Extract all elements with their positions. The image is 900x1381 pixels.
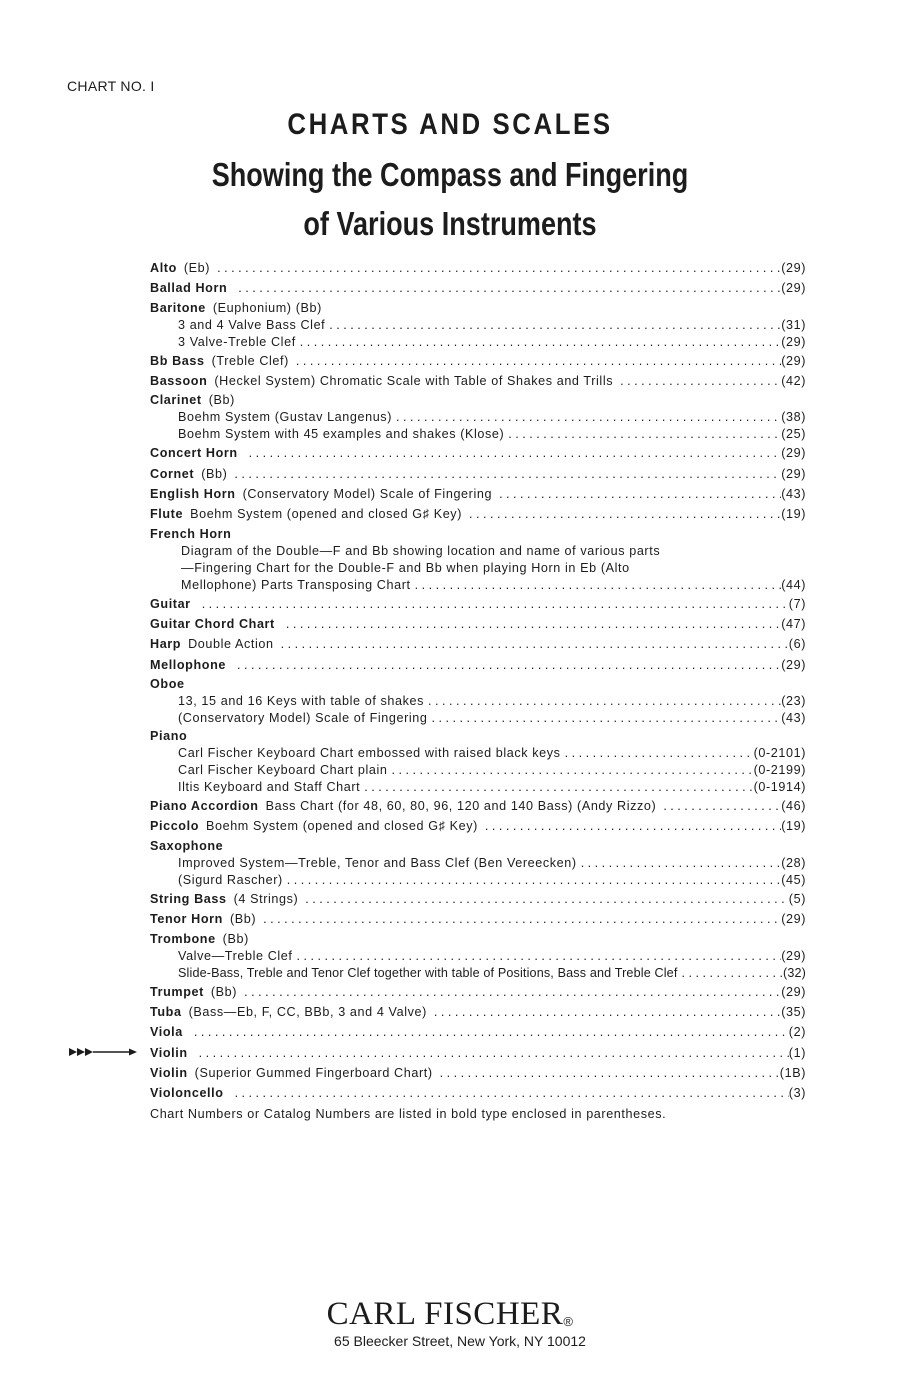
dot-leader — [424, 693, 781, 710]
chart-number: (38) — [781, 410, 806, 425]
index-entry-violin-gummed — [150, 1063, 806, 1083]
chart-number: (35) — [781, 1004, 806, 1019]
subentry-text: Mellophone) Parts Transposing Chart — [181, 577, 411, 592]
dot-leader — [495, 484, 781, 504]
chart-number: (7) — [788, 596, 806, 611]
instrument-name: Alto — [150, 261, 177, 275]
dot-leader — [392, 409, 781, 426]
dot-leader — [277, 634, 789, 654]
index-subentry — [150, 693, 806, 710]
chart-number: (29) — [781, 353, 806, 368]
subentry-text: Valve—Treble Clef — [178, 948, 293, 963]
index-subentry-wrapped-line — [150, 560, 806, 577]
index-subentry — [150, 710, 806, 727]
dot-leader — [659, 796, 781, 816]
index-entry-trombone — [150, 930, 806, 948]
index-entry-concert-horn — [150, 443, 806, 463]
instrument-name: Bb Bass — [150, 353, 205, 368]
dot-leader — [616, 371, 781, 391]
index-entry-clarinet — [150, 391, 806, 409]
index-entry-bb-bass — [150, 351, 806, 371]
instrument-name: Piano Accordion — [150, 799, 259, 814]
chart-number: (29) — [781, 657, 806, 672]
index-entry-french-horn — [150, 525, 806, 543]
index-subentry — [150, 426, 806, 443]
dot-leader — [388, 762, 754, 779]
instrument-name: Violin — [150, 1045, 188, 1060]
chart-number: (23) — [781, 694, 806, 709]
chart-number: (29) — [781, 948, 806, 963]
index-entry-flute — [150, 504, 806, 524]
dot-leader — [360, 779, 753, 796]
index-entry-piano-accordion — [150, 796, 806, 816]
dot-leader — [190, 1022, 789, 1042]
dot-leader — [198, 594, 789, 614]
chart-number: (42) — [781, 374, 806, 389]
chart-number: (29) — [781, 466, 806, 481]
subentry-text: (Conservatory Model) Scale of Fingering — [178, 711, 428, 726]
chart-number: (44) — [781, 577, 806, 592]
instrument-name: Violin — [150, 1065, 188, 1080]
chart-number: (1) — [788, 1045, 806, 1060]
dot-leader — [293, 948, 782, 965]
dot-leader — [436, 1063, 780, 1083]
subentry-text: Carl Fischer Keyboard Chart plain — [178, 763, 388, 778]
instrument-description: (Eb) — [183, 261, 211, 275]
subentry-text: Slide-Bass, Treble and Tenor Clef together with table of Positions, Bass and Treble Clef — [178, 965, 678, 980]
instrument-name: Viola — [150, 1025, 183, 1040]
subentry-text: Iltis Keyboard and Staff Chart — [178, 780, 361, 795]
index-subentry — [150, 948, 806, 965]
dot-leader — [234, 278, 781, 298]
index-entry-harp — [150, 634, 806, 654]
index-entry-bassoon — [150, 371, 806, 391]
instrument-description: (Bb) — [222, 931, 249, 946]
dot-leader — [292, 351, 781, 371]
instrument-name: French Horn — [150, 526, 232, 541]
chart-number: (28) — [781, 855, 806, 870]
subentry-text: Diagram of the Double—F and Bb showing location and name of various parts — [181, 543, 661, 558]
instrument-name: Saxophone — [150, 838, 224, 853]
instrument-name: String Bass — [150, 891, 227, 906]
dot-leader — [282, 614, 781, 634]
chart-number: (0-2101) — [753, 746, 806, 761]
dot-leader — [213, 258, 781, 278]
index-entry-saxophone — [150, 837, 806, 855]
instrument-description: (Heckel System) Chromatic Scale with Table of Shakes and Trills — [214, 374, 614, 389]
index-subentry — [150, 334, 806, 351]
chart-number: (47) — [781, 617, 806, 632]
index-entry-trumpet — [150, 982, 806, 1002]
chart-number: (5) — [788, 891, 806, 906]
instrument-name: Clarinet — [150, 393, 202, 408]
instrument-index — [150, 258, 806, 1124]
dot-leader — [411, 577, 782, 594]
dot-leader — [245, 443, 782, 463]
subentry-text: Carl Fischer Keyboard Chart embossed with raised black keys — [178, 746, 561, 761]
chart-number: (19) — [781, 507, 806, 522]
dot-leader — [561, 745, 754, 762]
instrument-name: Trumpet — [150, 984, 204, 999]
chart-number: (0-1914) — [753, 780, 806, 795]
instrument-name: Tenor Horn — [150, 912, 223, 927]
dot-leader — [577, 855, 782, 872]
instrument-description: (Bb) — [208, 393, 235, 408]
index-entry-viola — [150, 1022, 806, 1042]
publisher-name: CARL FISCHER — [326, 1296, 564, 1332]
instrument-name: Piano — [150, 729, 188, 744]
chart-number: (29) — [781, 261, 806, 275]
subentry-text: Boehm System (Gustav Langenus) — [178, 410, 392, 425]
chart-number: (0-2199) — [753, 763, 806, 778]
chart-number: (3) — [788, 1086, 806, 1101]
index-entry-alto — [150, 258, 806, 278]
instrument-name: Ballad Horn — [150, 281, 228, 296]
dot-leader — [428, 710, 782, 727]
chart-number: (43) — [781, 487, 806, 502]
instrument-name: Cornet — [150, 466, 195, 481]
index-entry-violin — [150, 1043, 806, 1063]
index-entry-guitar-chord-chart — [150, 614, 806, 634]
subentry-text: 13, 15 and 16 Keys with table of shakes — [178, 694, 425, 709]
chart-number: (1B) — [779, 1065, 806, 1080]
dot-leader — [301, 889, 789, 909]
index-entry-piccolo — [150, 816, 806, 836]
chart-number: (29) — [781, 334, 806, 349]
instrument-name: Guitar — [150, 596, 191, 611]
dot-leader — [504, 426, 781, 443]
index-entry-string-bass — [150, 889, 806, 909]
chart-number: (45) — [781, 872, 806, 887]
instrument-name: Violoncello — [150, 1086, 224, 1101]
index-entry-violoncello — [150, 1083, 806, 1103]
instrument-description: (4 Strings) — [233, 891, 299, 906]
index-subentry — [150, 965, 806, 982]
index-entry-cornet — [150, 464, 806, 484]
subentry-text: Boehm System with 45 examples and shakes (Klose) — [178, 427, 505, 442]
subentry-text: 3 Valve-Treble Clef — [178, 334, 296, 349]
chart-number: (29) — [781, 446, 806, 461]
instrument-name: Trombone — [150, 931, 216, 946]
chart-number: (29) — [781, 281, 806, 296]
chart-number: (43) — [781, 711, 806, 726]
dot-leader — [430, 1002, 781, 1022]
instrument-name: English Horn — [150, 487, 236, 502]
instrument-description: (Conservatory Model) Scale of Fingering — [242, 487, 493, 502]
index-entry-english-horn — [150, 484, 806, 504]
dot-leader — [283, 872, 781, 889]
dot-leader — [296, 334, 781, 351]
dot-leader — [230, 464, 781, 484]
chart-number: (29) — [781, 984, 806, 999]
index-subentry — [150, 855, 806, 872]
instrument-description: Boehm System (opened and closed G♯ Key) — [206, 819, 478, 834]
chart-number: (25) — [781, 427, 806, 442]
dot-leader — [259, 909, 781, 929]
chart-number: (29) — [781, 912, 806, 927]
instrument-description: Boehm System (opened and closed G♯ Key) — [190, 507, 462, 522]
pointing-arrow-icon — [68, 1045, 138, 1059]
chart-number: (6) — [788, 637, 806, 652]
index-entry-tenor-horn — [150, 909, 806, 929]
instrument-description: (Bb) — [201, 466, 228, 481]
subentry-text: —Fingering Chart for the Double-F and Bb when playing Horn in Eb (Alto — [181, 560, 630, 575]
dot-leader — [465, 504, 781, 524]
instrument-name: Harp — [150, 637, 182, 652]
instrument-name: Bassoon — [150, 374, 208, 389]
instrument-description: (Bb) — [229, 912, 257, 927]
chart-number: (19) — [781, 819, 806, 834]
instrument-description: (Treble Clef) — [211, 353, 289, 368]
index-entry-ballad-horn — [150, 278, 806, 298]
page-subtitle-line2: of Various Instruments — [303, 205, 597, 242]
instrument-name: Concert Horn — [150, 446, 238, 461]
publisher-address: 65 Bleecker Street, New York, NY 10012 — [334, 1333, 586, 1349]
index-subentry — [150, 745, 806, 762]
index-subentry — [150, 409, 806, 426]
footnote: Chart Numbers or Catalog Numbers are listed in bold type enclosed in parentheses. — [150, 1106, 667, 1121]
subentry-text: Improved System—Treble, Tenor and Bass Clef (Ben Vereecken) — [178, 855, 577, 870]
instrument-description: (Bass—Eb, F, CC, BBb, 3 and 4 Valve) — [188, 1004, 427, 1019]
index-entry-baritone — [150, 299, 806, 317]
page-subtitle-line1: Showing the Compass and Fingering — [211, 156, 689, 193]
index-subentry — [150, 317, 806, 334]
dot-leader — [233, 655, 781, 675]
index-entry-tuba — [150, 1002, 806, 1022]
index-entry-oboe — [150, 675, 806, 693]
index-subentry — [150, 872, 806, 889]
instrument-description: (Bb) — [210, 984, 238, 999]
index-subentry — [150, 762, 806, 779]
dot-leader — [195, 1043, 789, 1063]
publisher-logo — [0, 1296, 900, 1333]
subentry-text: (Sigurd Rascher) — [178, 872, 283, 887]
dot-leader — [240, 982, 781, 1002]
registered-mark: ® — [563, 1314, 574, 1329]
chart-number: CHART NO. I — [67, 78, 155, 94]
instrument-name: Flute — [150, 507, 184, 522]
chart-number: (31) — [781, 317, 806, 332]
instrument-name: Baritone — [150, 300, 206, 315]
index-subentry-wrapped-line — [150, 543, 806, 560]
page-title: CHARTS AND SCALES — [287, 108, 613, 141]
instrument-description: (Euphonium) (Bb) — [212, 300, 322, 315]
dot-leader — [481, 816, 781, 836]
index-entry-guitar — [150, 594, 806, 614]
instrument-name: Piccolo — [150, 819, 199, 834]
instrument-description: (Superior Gummed Fingerboard Chart) — [194, 1065, 433, 1080]
instrument-name: Tuba — [150, 1004, 182, 1019]
chart-number: (2) — [788, 1025, 806, 1040]
instrument-description: Double Action — [188, 637, 274, 652]
index-subentry — [150, 577, 806, 594]
chart-number: (46) — [781, 799, 806, 814]
instrument-name: Guitar Chord Chart — [150, 617, 275, 632]
chart-number: (32) — [783, 965, 806, 980]
subentry-text: 3 and 4 Valve Bass Clef — [178, 317, 326, 332]
index-entry-mellophone — [150, 655, 806, 675]
index-subentry — [150, 779, 806, 796]
instrument-description: Bass Chart (for 48, 60, 80, 96, 120 and 140 Bass) (Andy Rizzo) — [265, 799, 657, 814]
instrument-name: Mellophone — [150, 657, 226, 672]
dot-leader — [231, 1083, 789, 1103]
dot-leader — [678, 965, 784, 982]
dot-leader — [325, 317, 781, 334]
index-entry-piano — [150, 727, 806, 745]
instrument-name: Oboe — [150, 677, 185, 692]
